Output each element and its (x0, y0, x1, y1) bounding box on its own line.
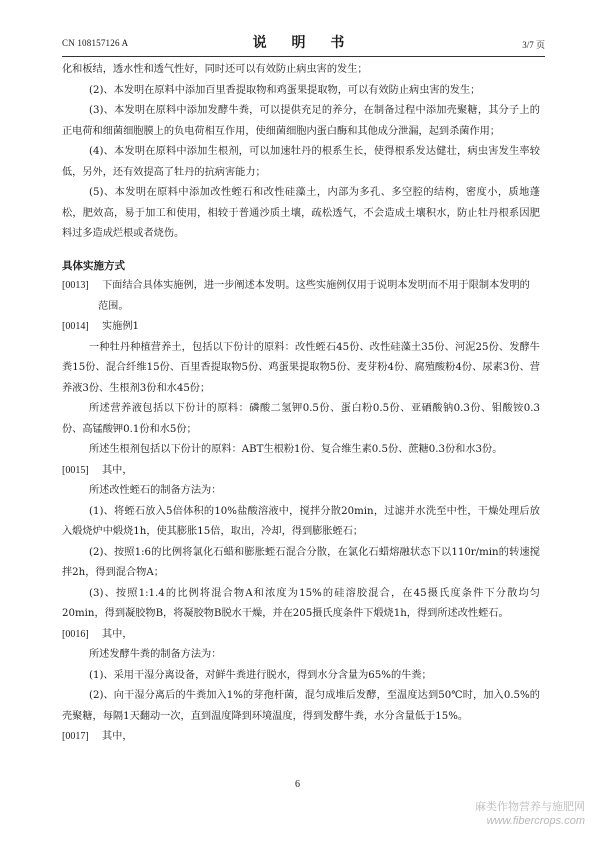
method-step: (3)、按照1:1.4的比例将混合物A和浓度为15%的硅溶胶混合，在45摄氏度条件下分散均匀20min，得到凝胶物B，将凝胶物B脱水干燥，并在205摄氏度条件下煅烧1h，得到所述改性蛭石。 (62, 587, 540, 619)
page-number: 6 (295, 779, 300, 790)
paragraph-text: 其中， (102, 628, 133, 640)
paragraph-0014 (62, 317, 540, 338)
page-header (62, 30, 545, 52)
patent-number: CN 108157126 A (62, 38, 129, 48)
paragraph-0016 (62, 625, 540, 646)
paragraph-text: 其中， (102, 464, 133, 476)
advantage-item: (3)、本发明在原料中添加发酵牛粪，可以提供充足的养分，在制备过程中添加壳聚糖，其分子上的正电荷和细菌细胞膜上的负电荷相互作用，使细菌细胞内蛋白酶和其他成分泄漏，起到杀菌作用； (62, 105, 540, 137)
paragraph-0013 (62, 276, 540, 317)
advantage-item: (5)、本发明在原料中添加改性蛭石和改性硅藻土，内部为多孔、多空腔的结构，密度小，质地蓬松，肥效高，易于加工和使用，相较于普通沙质土壤，疏松透气，不会造成土壤积水，防止牡丹根系因肥料过多造成烂根或者烧伤。 (62, 187, 540, 239)
header-rule (62, 56, 545, 57)
advantage-item: (2)、本发明在原料中添加百里香提取物和鸡蛋果提取物，可以有效防止病虫害的发生； (89, 84, 481, 96)
advantage-item: (4)、本发明在原料中添加生根剂，可以加速牡丹的根系生长，使得根系发达健壮，病虫害发生率较低，另外，还有效提高了牡丹的抗病害能力； (62, 146, 540, 178)
example-text: 一种牡丹种植营养土，包括以下份计的原料：改性蛭石45份、改性硅藻土35份、河泥25份、发酵牛粪15份、混合纤维15份、百里香提取物5份、鸡蛋果提取物5份、麦芽粉4份、腐殖酸粉4份、尿素3份、营养液3份、生根剂3份和水45份； (62, 341, 540, 394)
section-title: 具体实施方式 (62, 259, 125, 272)
example-text: 所述生根剂包括以下份计的原料：ABT生根粉1份、复合维生素0.5份、蔗糖0.3份和水3份。 (89, 444, 503, 455)
paragraph-tag: [0013] (62, 280, 89, 291)
paragraph-tag: [0014] (62, 321, 89, 332)
method-intro: 所述发酵牛粪的制备方法为： (89, 649, 222, 660)
paragraph-tag: [0016] (62, 628, 89, 640)
method-step: (2)、向干湿分离后的牛粪加入1%的芽孢杆菌，混匀成堆后发酵，至温度达到50℃时，加入0.5%的壳聚糖，每隔1天翻动一次，直到温度降到环境温度，得到发酵牛粪，水分含量低于15%。 (62, 690, 540, 722)
method-step: (1)、采用干湿分离设备，对鲜牛粪进行脱水，得到水分含量为65%的牛粪； (89, 669, 432, 681)
document-title: 说 明 书 (252, 35, 355, 51)
paragraph-tag: [0017] (62, 731, 89, 742)
continuation-text: 化和板结，透水性和透气性好，同时还可以有效防止病虫害的发生； (62, 64, 368, 75)
method-intro: 所述改性蛭石的制备方法为： (89, 485, 222, 496)
paragraph-0017 (62, 727, 540, 748)
example-text: 所述营养液包括以下份计的原料：磷酸二氢钾0.5份、蛋白粉0.5份、亚硒酸钠0.3份、钼酸铵0.3份、高锰酸钾0.1份和水5份； (62, 403, 540, 435)
watermark-url: www.fibercrops.com (486, 815, 585, 827)
watermark-site-name: 麻类作物营养与施肥网 (475, 801, 585, 813)
page-indicator: 3/7 页 (522, 40, 545, 50)
document-body (62, 60, 540, 748)
watermark (475, 800, 585, 828)
paragraph-0015 (62, 461, 540, 482)
method-step: (2)、按照1:6的比例将氯化石蜡和膨胀蛭石混合分散，在氯化石蜡熔融状态下以110r/min的转速搅拌2h，得到混合物A； (62, 546, 540, 578)
paragraph-text: 其中， (102, 731, 133, 742)
paragraph-text: 实施例1 (102, 321, 140, 332)
paragraph-text: 下面结合具体实施例，进一步阐述本发明。这些实施例仅用于说明本发明而不用于限制本发明的范围。 (98, 280, 530, 312)
paragraph-tag: [0015] (62, 464, 89, 476)
method-step: (1)、将蛭石放入5倍体积的10%盐酸溶液中，搅拌分散20min，过滤并水洗至中性，干燥处理后放入煅烧炉中煅烧1h，使其膨胀15倍，取出，冷却，得到膨胀蛭石； (62, 505, 540, 537)
